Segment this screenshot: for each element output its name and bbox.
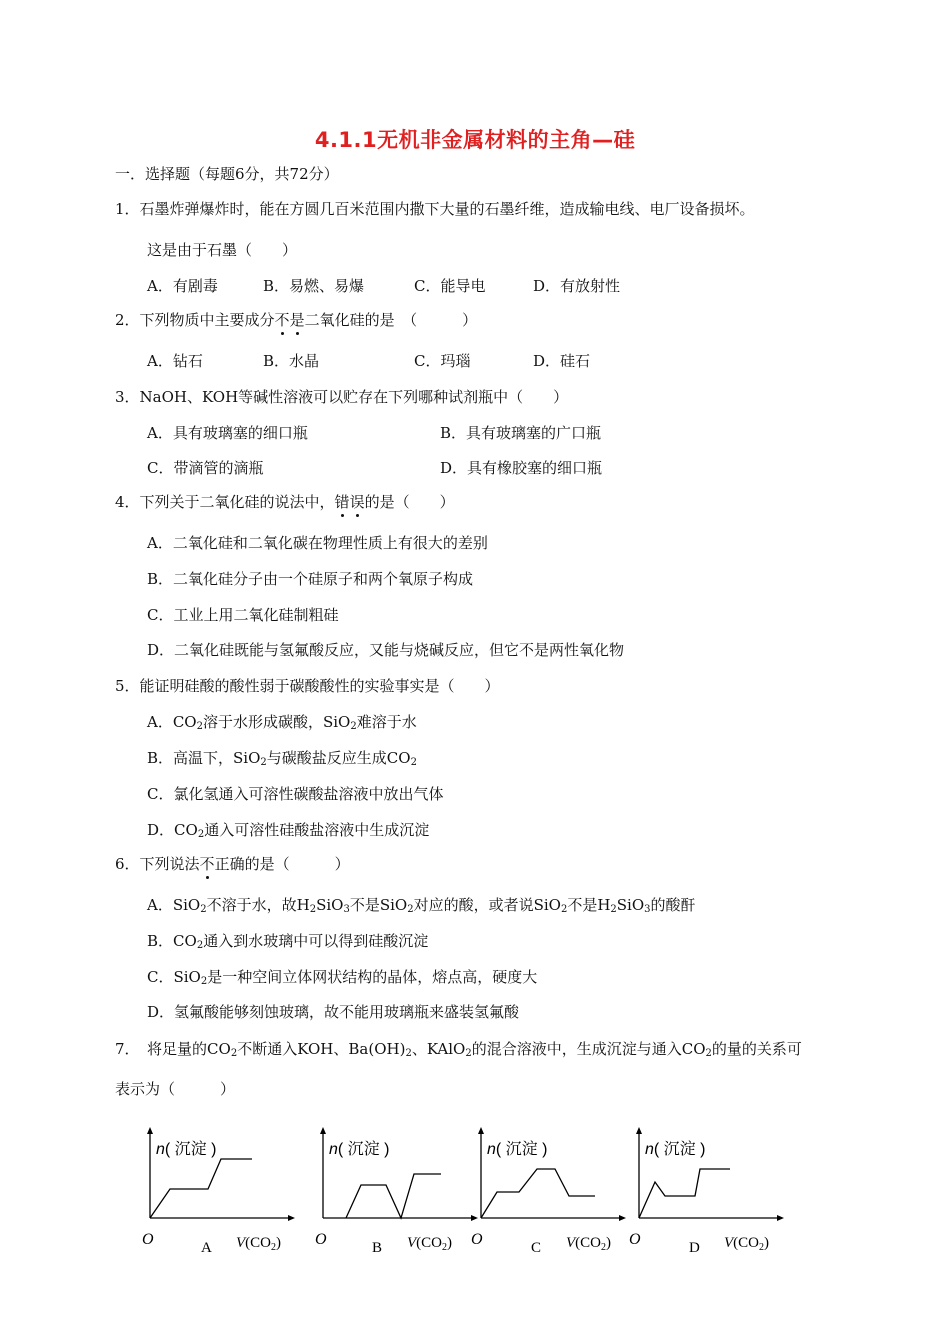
question-3-option-c[interactable]: C．带滴管的滴瓶 [147, 459, 264, 477]
graph-y-label: n( 沉淀 ) [645, 1141, 706, 1158]
graph-y-label: n( 沉淀 ) [156, 1141, 217, 1158]
emphasis-dot-text: 误 [349, 493, 365, 511]
graph-option-b[interactable] [311, 1126, 481, 1265]
graph-x-label: $V(CO_2)$ [236, 1235, 282, 1253]
question-4-stem: 4．下列关于二氧化硅的说法中，错误的是（ ） [115, 493, 455, 511]
graph-option-a[interactable] [138, 1126, 298, 1265]
graph-origin-label: O [142, 1231, 154, 1248]
graph-b-svg [311, 1126, 481, 1261]
graph-option-label: C [531, 1240, 542, 1256]
question-1-option-c[interactable]: C．能导电 [414, 277, 486, 295]
question-7-stem-cont: 表示为（ ） [115, 1080, 236, 1098]
graph-origin-label: O [315, 1231, 327, 1248]
graph-y-label: n( 沉淀 ) [329, 1141, 390, 1158]
graph-x-label: $V(CO_2)$ [724, 1235, 770, 1253]
question-2-stem: 2．下列物质中主要成分不是二氧化硅的是 （ ） [115, 311, 478, 329]
question-3-option-b[interactable]: B．具有玻璃塞的广口瓶 [440, 424, 602, 442]
question-6-option-c[interactable]: C．SiO$_2$是一种空间立体网状结构的晶体，熔点高，硬度大 [147, 968, 538, 987]
question-5-option-b[interactable]: B．高温下，SiO$_2$与碳酸盐反应生成$CO_2$ [147, 749, 417, 768]
question-5-option-a[interactable]: A．$CO_2$溶于水形成碳酸，SiO$_2$难溶于水 [147, 713, 417, 732]
question-1-option-a[interactable]: A．有剧毒 [147, 277, 218, 295]
question-6-option-a[interactable]: A．SiO$_2$不溶于水，故$H_2SiO_3$不是SiO$_2$对应的酸，或者说SiO$_2$不是$H_2SiO_3$的酸酐 [147, 896, 696, 915]
graph-b-curve [346, 1174, 441, 1218]
question-6-stem: 6．下列说法不正确的是（ ） [115, 855, 350, 873]
question-4-option-a[interactable]: A．二氧化硅和二氧化碳在物理性质上有很大的差别 [147, 534, 488, 552]
graph-origin-label: O [629, 1231, 641, 1248]
question-2-option-c[interactable]: C．玛瑙 [414, 352, 471, 370]
question-6-option-b[interactable]: B．$CO_2$通入到水玻璃中可以得到硅酸沉淀 [147, 932, 429, 951]
graph-a-curve [150, 1159, 252, 1218]
question-5-option-c[interactable]: C．氯化氢通入可溶性碳酸盐溶液中放出气体 [147, 785, 444, 803]
question-4-option-b[interactable]: B．二氧化硅分子由一个硅原子和两个氧原子构成 [147, 570, 474, 588]
graph-c-svg [469, 1126, 629, 1261]
section-heading: 一．选择题（每题6分，共72分） [115, 165, 339, 183]
graph-option-label: D [689, 1240, 700, 1256]
question-3-option-a[interactable]: A．具有玻璃塞的细口瓶 [147, 424, 308, 442]
graph-option-label: B [372, 1240, 383, 1256]
emphasis-dot-text: 不 [199, 855, 215, 873]
graph-x-label: $V(CO_2)$ [566, 1235, 612, 1253]
question-4-option-d[interactable]: D．二氧化硅既能与氢氟酸反应，又能与烧碱反应，但它不是两性氧化物 [147, 641, 625, 659]
question-5-option-d[interactable]: D．$CO_2$通入可溶性硅酸盐溶液中生成沉淀 [147, 821, 430, 840]
question-3-option-d[interactable]: D．具有橡胶塞的细口瓶 [440, 459, 603, 477]
graph-d-curve [639, 1169, 730, 1218]
question-1-option-d[interactable]: D．有放射性 [533, 277, 621, 295]
emphasis-dot-text: 错 [334, 493, 350, 511]
emphasis-dot-text: 是 [289, 311, 305, 329]
question-1-option-b[interactable]: B．易燃、易爆 [263, 277, 365, 295]
question-6-option-d[interactable]: D．氢氟酸能够刻蚀玻璃，故不能用玻璃瓶来盛装氢氟酸 [147, 1003, 520, 1021]
graph-option-d[interactable] [627, 1126, 787, 1265]
page-title: 4.1.1无机非金属材料的主角—硅 [314, 128, 636, 152]
graph-x-label: $V(CO_2)$ [407, 1235, 453, 1253]
graph-option-c[interactable] [469, 1126, 629, 1265]
emphasis-dot-text: 不 [274, 311, 290, 329]
question-7-stem: 7． 将足量的$CO_2$不断通入KOH、$Ba(OH)_2$、KAlO$_2$的混合溶液中，生成沉淀与通入$CO_2$的量的关系可 [115, 1040, 802, 1059]
graph-y-label: n( 沉淀 ) [487, 1141, 548, 1158]
question-4-option-c[interactable]: C．工业上用二氧化硅制粗硅 [147, 606, 339, 624]
question-3-stem: 3．NaOH、KOH等碱性溶液可以贮存在下列哪种试剂瓶中（ ） [115, 388, 569, 406]
graph-c-curve [481, 1169, 595, 1218]
question-1-stem-cont: 这是由于石墨（ ） [147, 241, 298, 259]
question-5-stem: 5．能证明硅酸的酸性弱于碳酸酸性的实验事实是（ ） [115, 677, 500, 695]
graph-option-label: A [201, 1240, 212, 1256]
question-2-option-a[interactable]: A．钻石 [147, 352, 203, 370]
graph-a-svg [138, 1126, 298, 1261]
question-1-stem: 1．石墨炸弹爆炸时，能在方圆几百米范围内撒下大量的石墨纤维，造成输电线、电厂设备损坏。 [115, 200, 755, 218]
question-2-option-d[interactable]: D．硅石 [533, 352, 591, 370]
question-2-option-b[interactable]: B．水晶 [263, 352, 320, 370]
graph-d-svg [627, 1126, 787, 1261]
graph-origin-label: O [471, 1231, 483, 1248]
